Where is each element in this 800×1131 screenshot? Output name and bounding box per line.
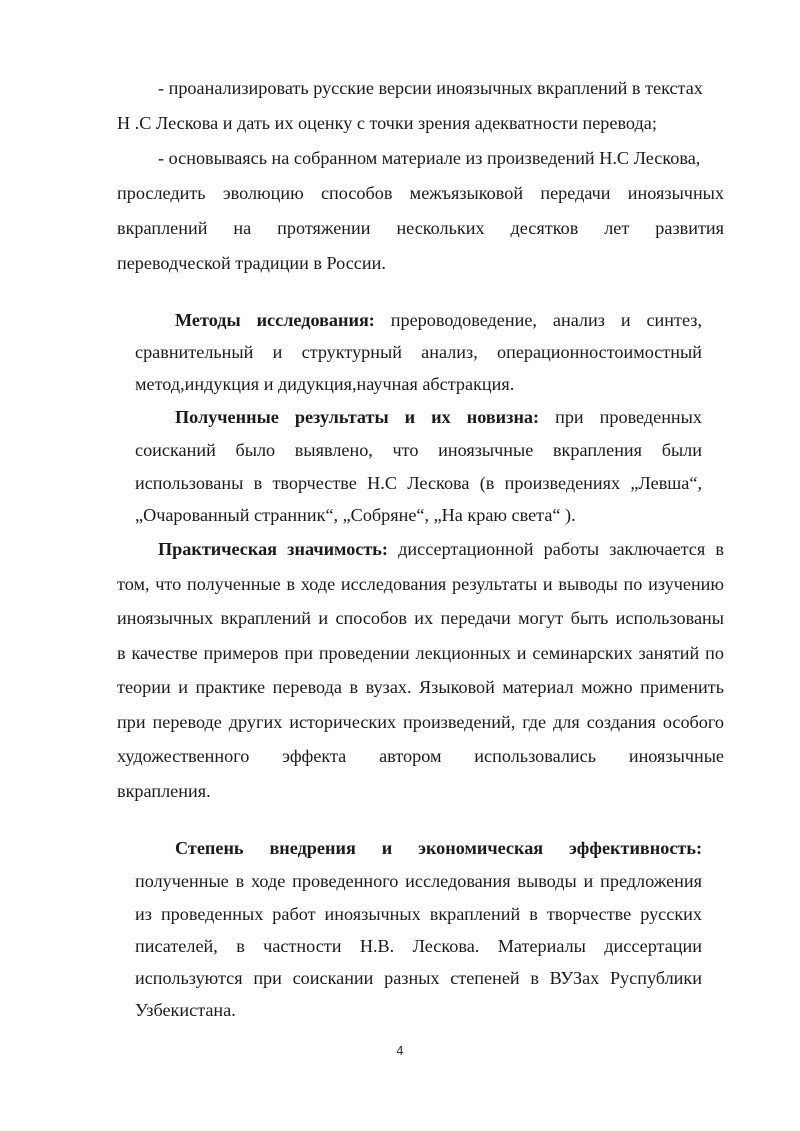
task-item-1-line-1: - проанализировать русские версии иноязычных вкраплений в текстах xyxy=(158,78,703,98)
task-item-2-line-4: переводческой традиции в России. xyxy=(117,253,386,273)
practical-line-8: вкрапления. xyxy=(117,781,211,801)
practical-line-4: в качестве примеров при проведении лекционных и семинарских занятий по xyxy=(117,643,724,663)
implementation-line-5: используются при соискании разных степеней в ВУЗах Руспублики xyxy=(135,968,702,988)
task-item-1-line-2: Н .С Лескова и дать их оценку с точки зрения адекватности перевода; xyxy=(117,113,657,133)
implementation-line-6: Узбекистана. xyxy=(135,1000,236,1020)
methods-line-3: метод,индукция и дидукция,научная абстракция. xyxy=(135,374,515,394)
practical-line-6: при переводе других исторических произведений, где для создания особого xyxy=(117,712,724,732)
practical-line-7: художественного эффекта автором использовались иноязычные xyxy=(117,746,724,766)
practical-line-3: иноязычных вкраплений и способов их передачи могут быть использованы xyxy=(117,608,724,628)
page-number: 4 xyxy=(396,1044,404,1058)
methods-heading: Методы исследования: xyxy=(175,310,375,330)
results-line-4: „Очарованный странник“, „Собряне“, „На краю света“ ). xyxy=(135,505,576,525)
practical-line-2: том, что полученные в ходе исследования результаты и выводы по изучению xyxy=(117,574,724,594)
task-item-2-line-2: проследить эволюцию способов межъязыковой передачи иноязычных xyxy=(117,183,724,203)
results-line-3: использованы в творчестве Н.С Лескова (в произведениях „Левша“, xyxy=(135,473,702,493)
task-item-2-line-3: вкраплений на протяжении нескольких десятков лет развития xyxy=(117,218,724,238)
results-heading: Полученные результаты и их новизна: xyxy=(175,407,540,427)
practical-line-1 xyxy=(158,537,724,561)
methods-line-1 xyxy=(175,308,702,332)
task-item-2-line-1: - основываясь на собранном материале из произведений Н.С Лескова, xyxy=(158,148,701,168)
practical-heading: Практическая значимость: xyxy=(158,539,388,559)
practical-text: диссертационной работы заключается в xyxy=(387,539,724,559)
results-text: при проведенных xyxy=(539,407,702,427)
implementation-heading: Степень внедрения и экономическая эффективность: xyxy=(175,838,702,858)
results-line-2: соисканий было выявлено, что иноязычные вкрапления были xyxy=(135,440,702,460)
implementation-line-2: полученные в ходе проведенного исследования выводы и предложения xyxy=(135,871,702,891)
methods-line-2: сравнительный и структурный анализ, операционностоимостный xyxy=(135,342,702,362)
results-line-1 xyxy=(175,405,702,429)
methods-text: прероводоведение, анализ и синтез, xyxy=(374,310,702,330)
implementation-line-3: из проведенных работ иноязычных вкраплений в творчестве русских xyxy=(135,904,702,924)
practical-line-5: теории и практике перевода в вузах. Языковой материал можно применить xyxy=(117,677,724,697)
implementation-line-4: писателей, в частности Н.В. Лескова. Материалы диссертации xyxy=(135,936,702,956)
